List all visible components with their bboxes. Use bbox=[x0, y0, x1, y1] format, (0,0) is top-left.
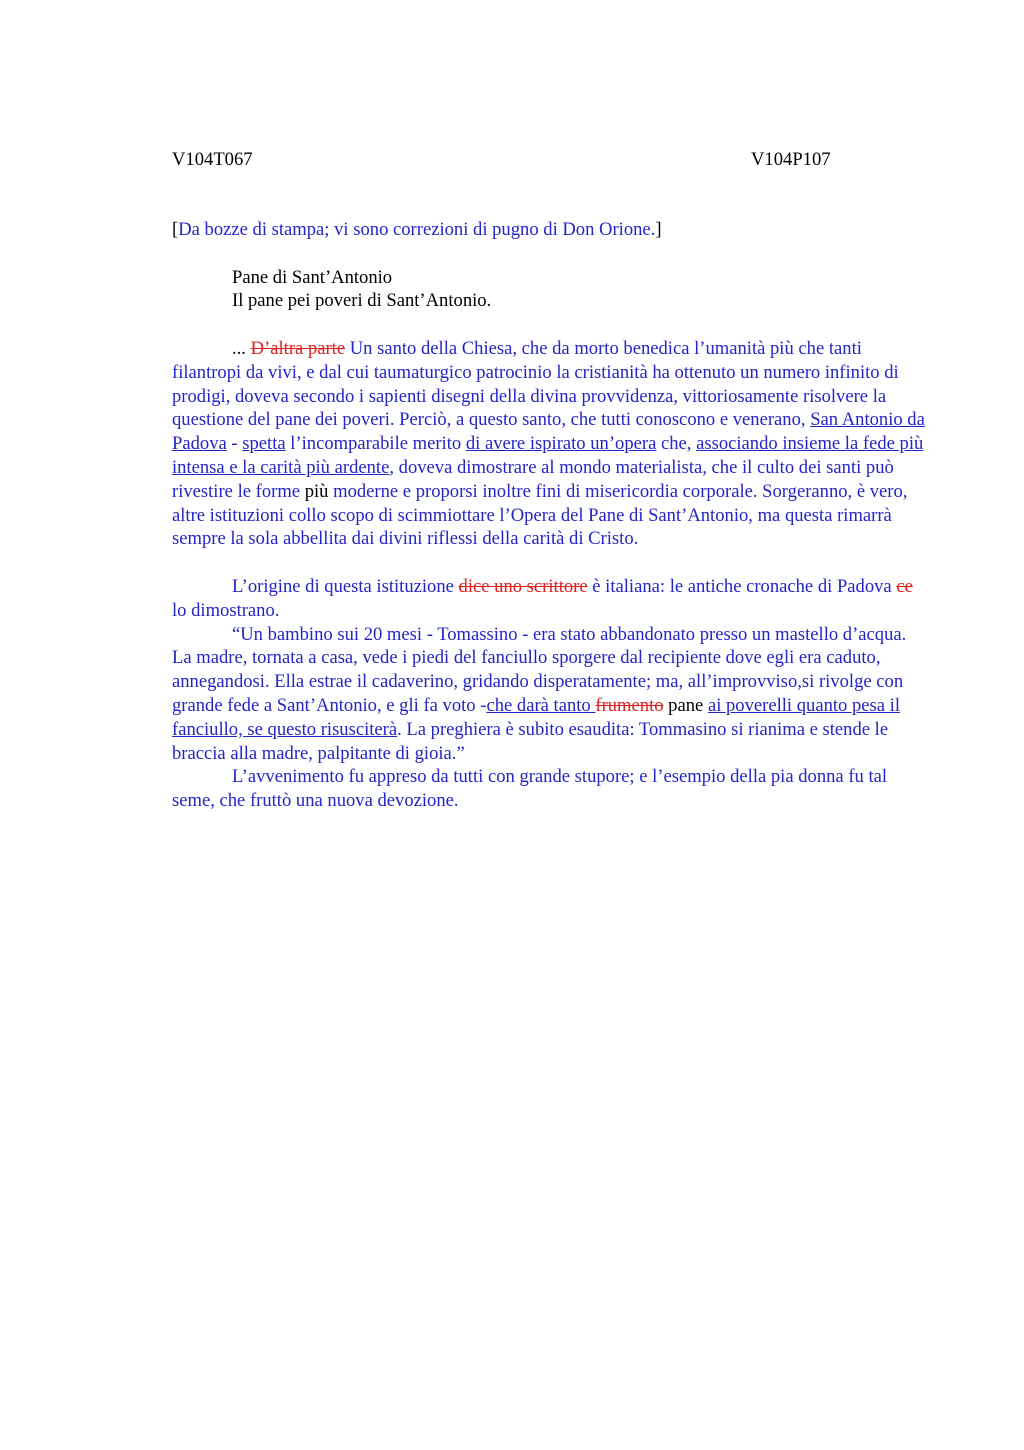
struck-text: dice uno scrittore bbox=[458, 575, 588, 597]
title-line-2: Il pane pei poveri di Sant’Antonio. bbox=[232, 290, 492, 312]
underlined-text: spetta bbox=[242, 433, 286, 455]
underlined-text: di avere ispirato un’opera bbox=[465, 433, 657, 455]
text-run: che, bbox=[656, 433, 697, 455]
text-run: L’origine di questa istituzione bbox=[232, 575, 459, 597]
black-text: più bbox=[304, 480, 329, 502]
text-run: lo dimostrano. bbox=[172, 599, 280, 621]
text-run: moderne e proporsi inoltre fini di misericordia corporale. Sorgeranno, è vero, altre istituzioni collo scopo di scimmiottare l’Opera del Pane di Sant’Antonio, ma questa rimarrà sempre la sola abbellita dai divini riflessi della carità di Cristo. bbox=[172, 480, 908, 550]
ellipsis: ... bbox=[232, 337, 246, 359]
underlined-text: che darà tanto bbox=[486, 694, 596, 716]
text-run: Un santo della Chiesa, che da morto benedica l’umanità più che tanti filantropi da vivi, e dal cui taumaturgico patrocinio la cristianità ha ottenuto un numero infinito di prodigi, doveva secondo i sapienti disegni della divina provvidenza, vittoriosamente risolvere la questione del pane dei poveri. Perciò, a questo santo, che tutti conoscono e venerano, bbox=[172, 337, 899, 431]
underlined-text: associando insieme la fede più intensa e la carità più ardente bbox=[172, 433, 924, 478]
black-text: pane bbox=[663, 694, 708, 716]
text-run: - bbox=[226, 433, 243, 455]
note-close-bracket: ] bbox=[655, 219, 662, 240]
document-body bbox=[172, 218, 930, 813]
header-left-code: V104T067 bbox=[172, 149, 253, 170]
note-text: Da bozze di stampa; vi sono correzioni di pugno di Don Orione. bbox=[178, 219, 656, 240]
struck-text: D’altra parte bbox=[250, 337, 346, 359]
paragraph-2 bbox=[172, 575, 930, 623]
text-run: . La preghiera è subito esaudita: Tommasino si rianima e stende le braccia alla madre, palpitante di gioia.” bbox=[172, 718, 889, 764]
header-right-code: V104P107 bbox=[751, 149, 831, 170]
underlined-text: ai poverelli quanto pesa il fanciullo, se questo risusciterà bbox=[172, 694, 901, 740]
text-run: l’incomparabile merito bbox=[285, 433, 466, 455]
paragraph-4: L’avvenimento fu appreso da tutti con grande stupore; e l’esempio della pia donna fu tal seme, che fruttò una nuova devozione. bbox=[172, 766, 888, 812]
paragraph-1 bbox=[172, 337, 930, 551]
note-open-bracket: [ bbox=[172, 219, 179, 240]
title-line-1: Pane di Sant’Antonio bbox=[232, 266, 393, 288]
text-run: è italiana: le antiche cronache di Padova bbox=[587, 575, 897, 597]
paragraph-3 bbox=[172, 623, 930, 766]
underlined-text: San Antonio da Padova bbox=[172, 409, 925, 455]
text-run: , doveva dimostrare al mondo materialista, che il culto dei santi può rivestire le forme bbox=[172, 456, 894, 502]
text-run: “Un bambino sui 20 mesi - Tomassino - era stato abbandonato presso un mastello d’acqua. La madre, tornata a casa, vede i piedi del fanciullo sporgere dal recipiente dove egli era caduto, annegandosi. Ella estrae il cadaverino, gridando disperatamente; ma, all’improvviso,si rivolge con grande fede a Sant’Antonio, e gli fa voto - bbox=[172, 623, 907, 716]
struck-text: ce bbox=[896, 575, 913, 597]
struck-text: frumento bbox=[595, 694, 664, 716]
editorial-note bbox=[172, 218, 930, 242]
